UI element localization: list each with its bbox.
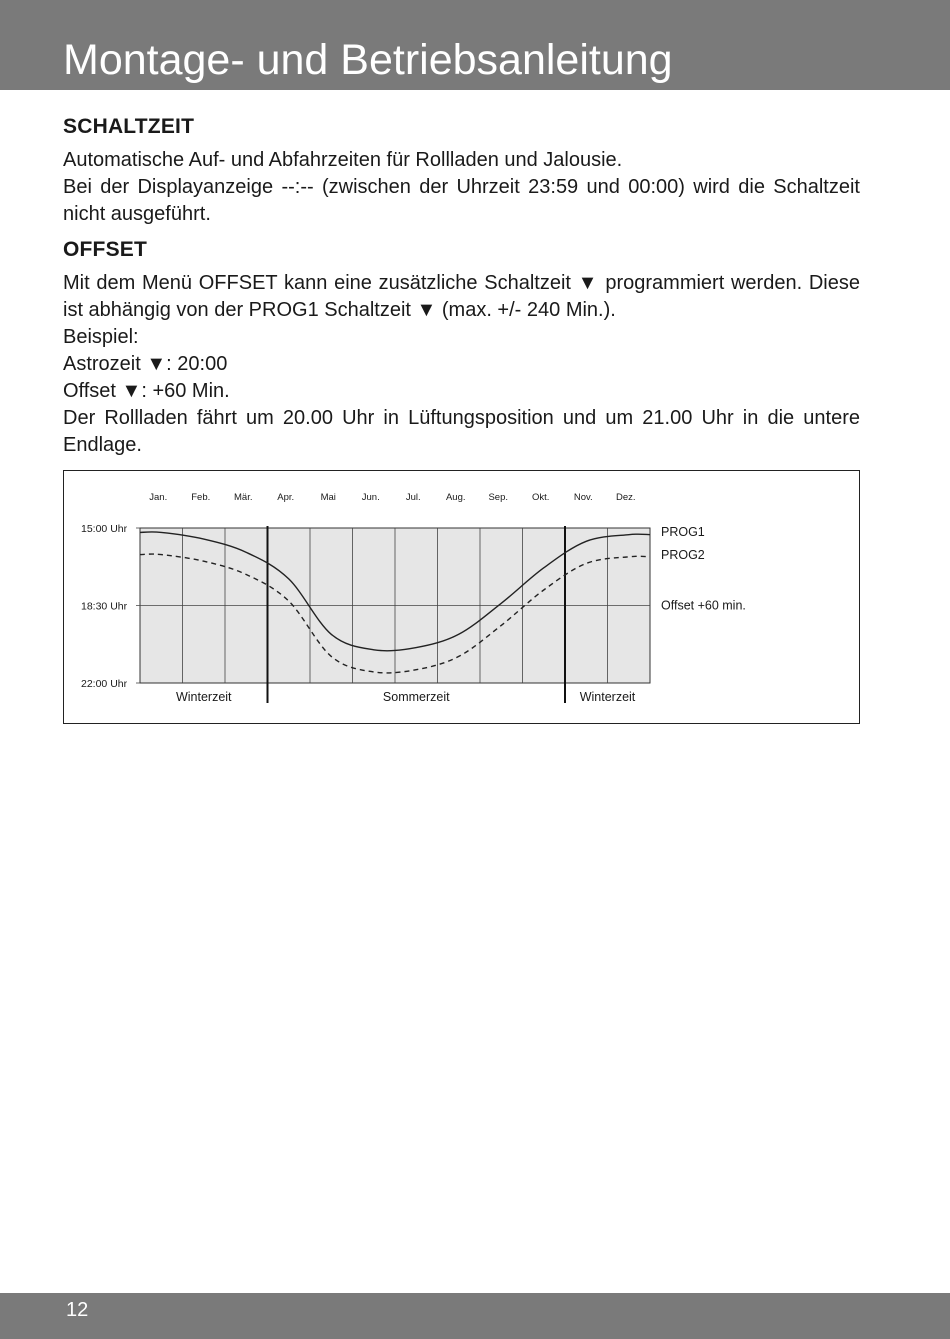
offset-annotation: Offset +60 min. [661,598,746,613]
paragraph: Bei der Displayanzeige --:-- (zwischen der Uhrzeit 23:59 und 00:00) wird die Schaltzeit nicht ausgeführt. [63,176,860,225]
month-label: Apr. [277,492,295,503]
month-label: Mär. [234,492,253,503]
y-axis-label: 18:30 Uhr [81,600,128,613]
month-label: Feb. [191,492,211,503]
section-heading: SCHALTZEIT [63,115,195,138]
legend-label-prog1: PROG1 [661,525,705,539]
astro-chart [64,471,859,723]
y-axis-label: 15:00 Uhr [81,523,128,535]
month-label: Aug. [445,492,466,503]
paragraph: Beispiel: [63,326,139,348]
section-offset [63,236,860,459]
month-label: Nov. [573,492,593,503]
page-title: Montage- und Betriebsanleitung [63,36,673,84]
section-heading: OFFSET [63,238,148,261]
month-label: Dez. [615,492,636,503]
month-label: Jan. [149,492,168,503]
legend [661,525,746,613]
month-label: Sep. [488,492,509,503]
page-number: 12 [66,1299,89,1321]
paragraph: Der Rollladen fährt um 20.00 Uhr in Lüftungsposition und um 21.00 Uhr in die untere Endlage. [63,407,860,456]
month-label: Okt. [532,492,550,503]
month-label: Mai [320,492,336,503]
period-label: Winterzeit [175,690,232,704]
paragraph: Mit dem Menü OFFSET kann eine zusätzliche Schaltzeit ▼ programmiert werden. Diese ist abhängig von der PROG1 Schaltzeit ▼ (max. +/- 240 Min.). [63,272,860,321]
astro-chart-figure [63,470,860,724]
period-labels [176,690,636,704]
y-axis-label: 22:00 Uhr [81,678,128,690]
period-label: Sommerzeit [382,690,450,704]
section-schaltzeit [63,113,860,228]
month-label: Jul. [405,492,421,503]
month-label: Jun. [361,492,380,503]
paragraph: Astrozeit ▼: 20:00 [63,353,228,375]
month-labels [149,492,635,503]
paragraph: Automatische Auf- und Abfahrzeiten für Rollladen und Jalousie. [63,149,623,171]
footer-bar [0,1293,950,1339]
paragraph: Offset ▼: +60 Min. [63,380,230,402]
legend-label-prog2: PROG2 [661,548,705,562]
period-label: Winterzeit [579,690,636,704]
content [63,113,860,467]
y-labels [81,523,128,690]
